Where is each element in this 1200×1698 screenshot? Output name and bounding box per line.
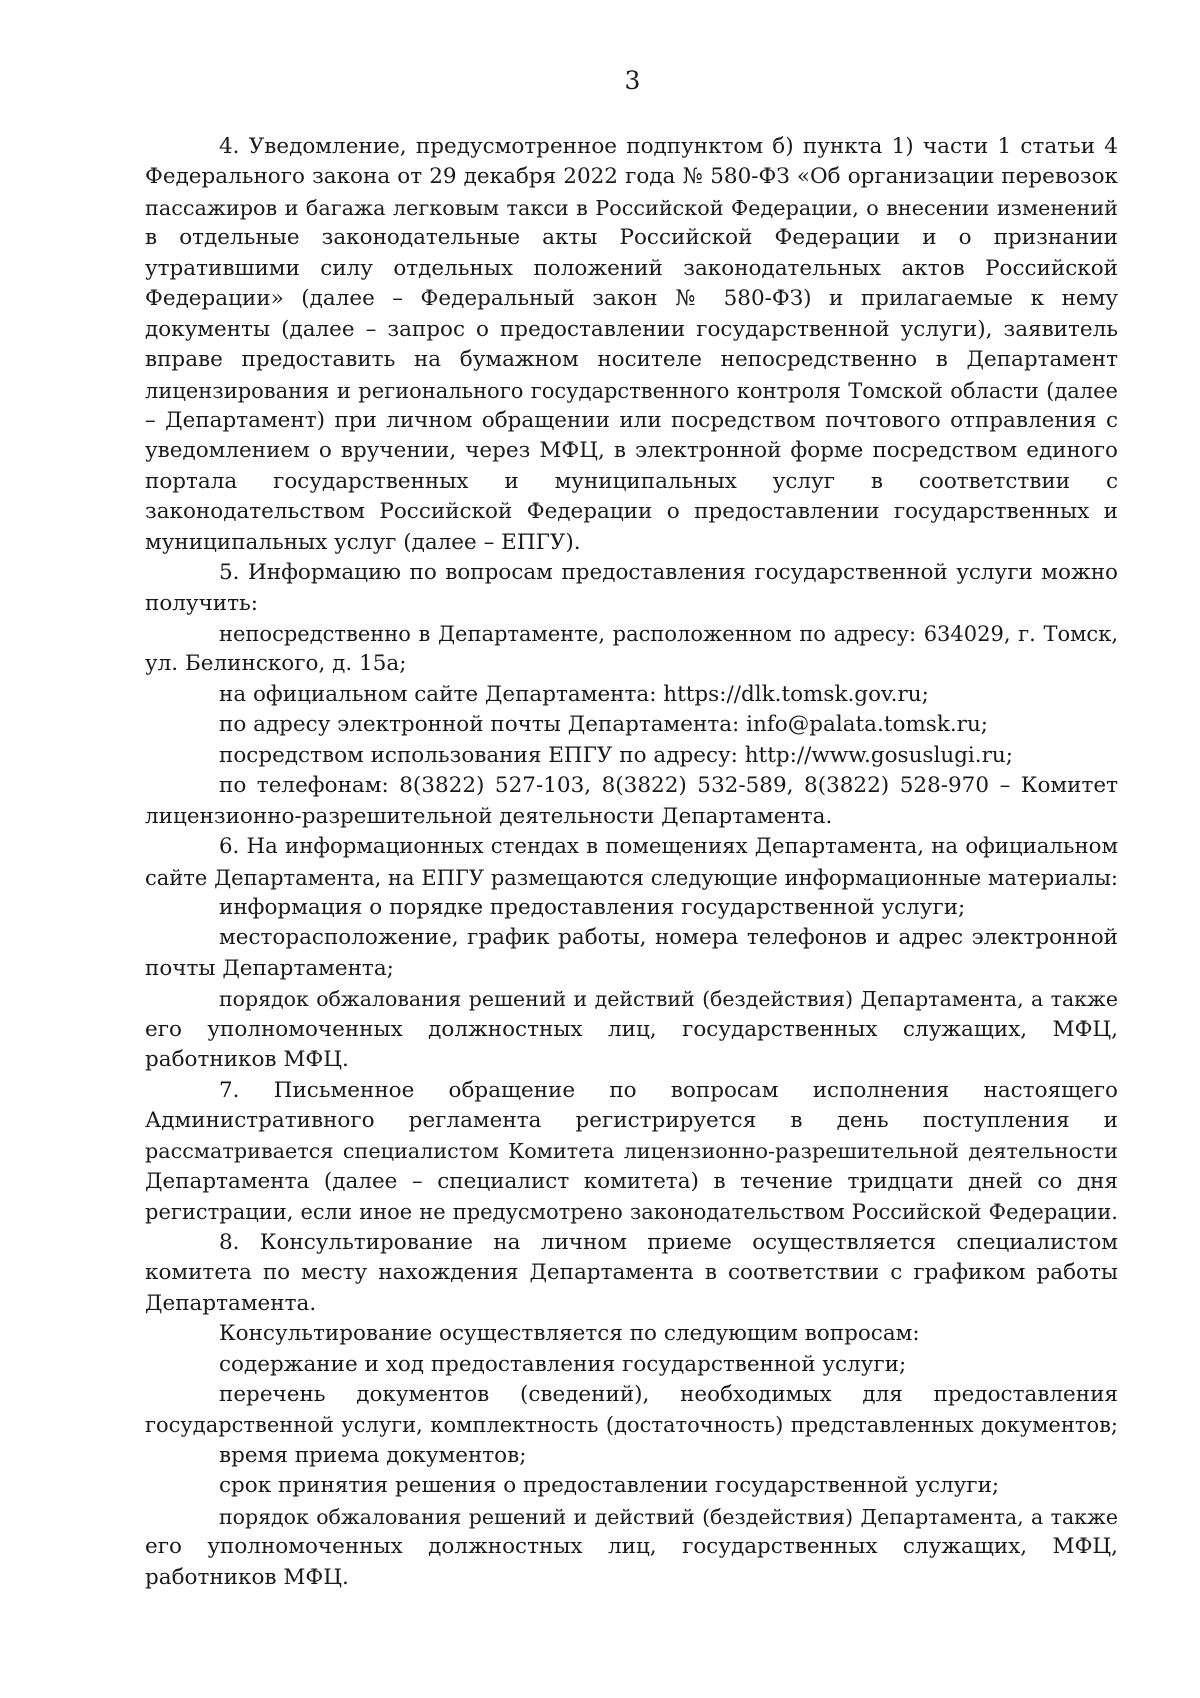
- text-line: время приема документов;: [219, 1442, 527, 1468]
- text-line: по адресу электронной почты Департамента: info@palata.tomsk.ru;: [219, 712, 989, 738]
- text-line: Консультирование осуществляется по следующим вопросам:: [219, 1321, 920, 1347]
- text-line: муниципальных услуг (далее – ЕПГУ).: [145, 529, 581, 555]
- text-line: почты Департамента;: [145, 955, 394, 981]
- text-line: Федерации» (далее – Федеральный закон № 580-ФЗ) и прилагаемые к нему: [145, 286, 1118, 312]
- text-line: комитета по месту нахождения Департамента в соответствии с графиком работы: [145, 1260, 1118, 1286]
- text-line: срок принятия решения о предоставлении государственной услуги;: [219, 1473, 1000, 1499]
- text-line: ул. Белинского, д. 15а;: [145, 651, 407, 677]
- text-line: пассажиров и багажа легковым такси в Российской Федерации, о внесении изменений: [145, 195, 1118, 220]
- text-line: документы (далее – запрос о предоставлении государственной услуги), заявитель: [145, 316, 1118, 342]
- text-line: порядок обжалования решений и действий (бездействия) Департамента, а также: [219, 987, 1118, 1012]
- text-line: его уполномоченных должностных лиц, государственных служащих, МФЦ,: [145, 1534, 1118, 1560]
- text-line: месторасположение, график работы, номера телефонов и адрес электронной: [219, 925, 1118, 951]
- text-line: непосредственно в Департаменте, расположенном по адресу: 634029, г. Томск,: [219, 622, 1118, 646]
- text-line: в отдельные законодательные акты Российской Федерации и о признании: [145, 225, 1118, 251]
- text-line: сайте Департамента, на ЕПГУ размещаются следующие информационные материалы:: [145, 865, 1118, 890]
- text-line: Департамента (далее – специалист комитета) в течение тридцати дней со дня: [145, 1168, 1118, 1194]
- text-line: содержание и ход предоставления государственной услуги;: [219, 1351, 907, 1377]
- document-body: [145, 132, 1118, 1593]
- text-line: портала государственных и муниципальных услуг в соответствии с: [145, 468, 1118, 494]
- text-line: 6. На информационных стендах в помещениях Департамента, на официальном: [219, 834, 1118, 860]
- text-line: – Департамент) при личном обращении или посредством почтового отправления с: [145, 407, 1118, 433]
- text-line: 5. Информацию по вопросам предоставления государственной услуги можно: [219, 560, 1118, 586]
- text-line: порядок обжалования решений и действий (бездействия) Департамента, а также: [219, 1504, 1118, 1529]
- text-line: регистрации, если иное не предусмотрено законодательством Российской Федерации.: [145, 1200, 1118, 1225]
- text-line: лицензирования и регионального государственного контроля Томской области (далее: [145, 378, 1118, 403]
- text-line: работников МФЦ.: [145, 1047, 349, 1073]
- text-line: государственной услуги, комплектность (достаточность) представленных документов;: [145, 1413, 1118, 1438]
- text-line: законодательством Российской Федерации о предоставлении государственных и: [145, 499, 1118, 525]
- text-line: лицензионно-разрешительной деятельности Департамента.: [145, 803, 833, 829]
- text-line: его уполномоченных должностных лиц, государственных служащих, МФЦ,: [145, 1016, 1118, 1042]
- text-line: Административного регламента регистрируется в день поступления и: [145, 1108, 1118, 1133]
- text-line: на официальном сайте Департамента: https://dlk.tomsk.gov.ru;: [219, 681, 929, 707]
- text-line: вправе предоставить на бумажном носителе непосредственно в Департамент: [145, 347, 1118, 373]
- text-line: 7. Письменное обращение по вопросам исполнения настоящего: [219, 1077, 1118, 1103]
- text-line: работников МФЦ.: [145, 1564, 349, 1590]
- text-line: уведомлением о вручении, через МФЦ, в электронной форме посредством единого: [145, 438, 1118, 464]
- text-line: Департамента.: [145, 1290, 317, 1316]
- text-line: утратившими силу отдельных положений законодательных актов Российской: [145, 255, 1118, 281]
- text-line: по телефонам: 8(3822) 527-103, 8(3822) 532-589, 8(3822) 528-970 – Комитет: [219, 773, 1118, 799]
- text-line: информация о порядке предоставления государственной услуги;: [219, 894, 966, 920]
- page-number: 3: [624, 66, 641, 95]
- text-line: посредством использования ЕПГУ по адресу: http://www.gosuslugi.ru;: [219, 742, 1014, 768]
- text-line: 8. Консультирование на личном приеме осуществляется специалистом: [219, 1229, 1118, 1255]
- text-line: рассматривается специалистом Комитета лицензионно-разрешительной деятельности: [145, 1139, 1118, 1164]
- text-line: получить:: [145, 590, 258, 616]
- text-line: перечень документов (сведений), необходимых для предоставления: [219, 1381, 1118, 1407]
- text-line: 4. Уведомление, предусмотренное подпунктом б) пункта 1) части 1 статьи 4: [219, 134, 1118, 159]
- text-line: Федерального закона от 29 декабря 2022 года № 580-ФЗ «Об организации перевозок: [145, 164, 1118, 190]
